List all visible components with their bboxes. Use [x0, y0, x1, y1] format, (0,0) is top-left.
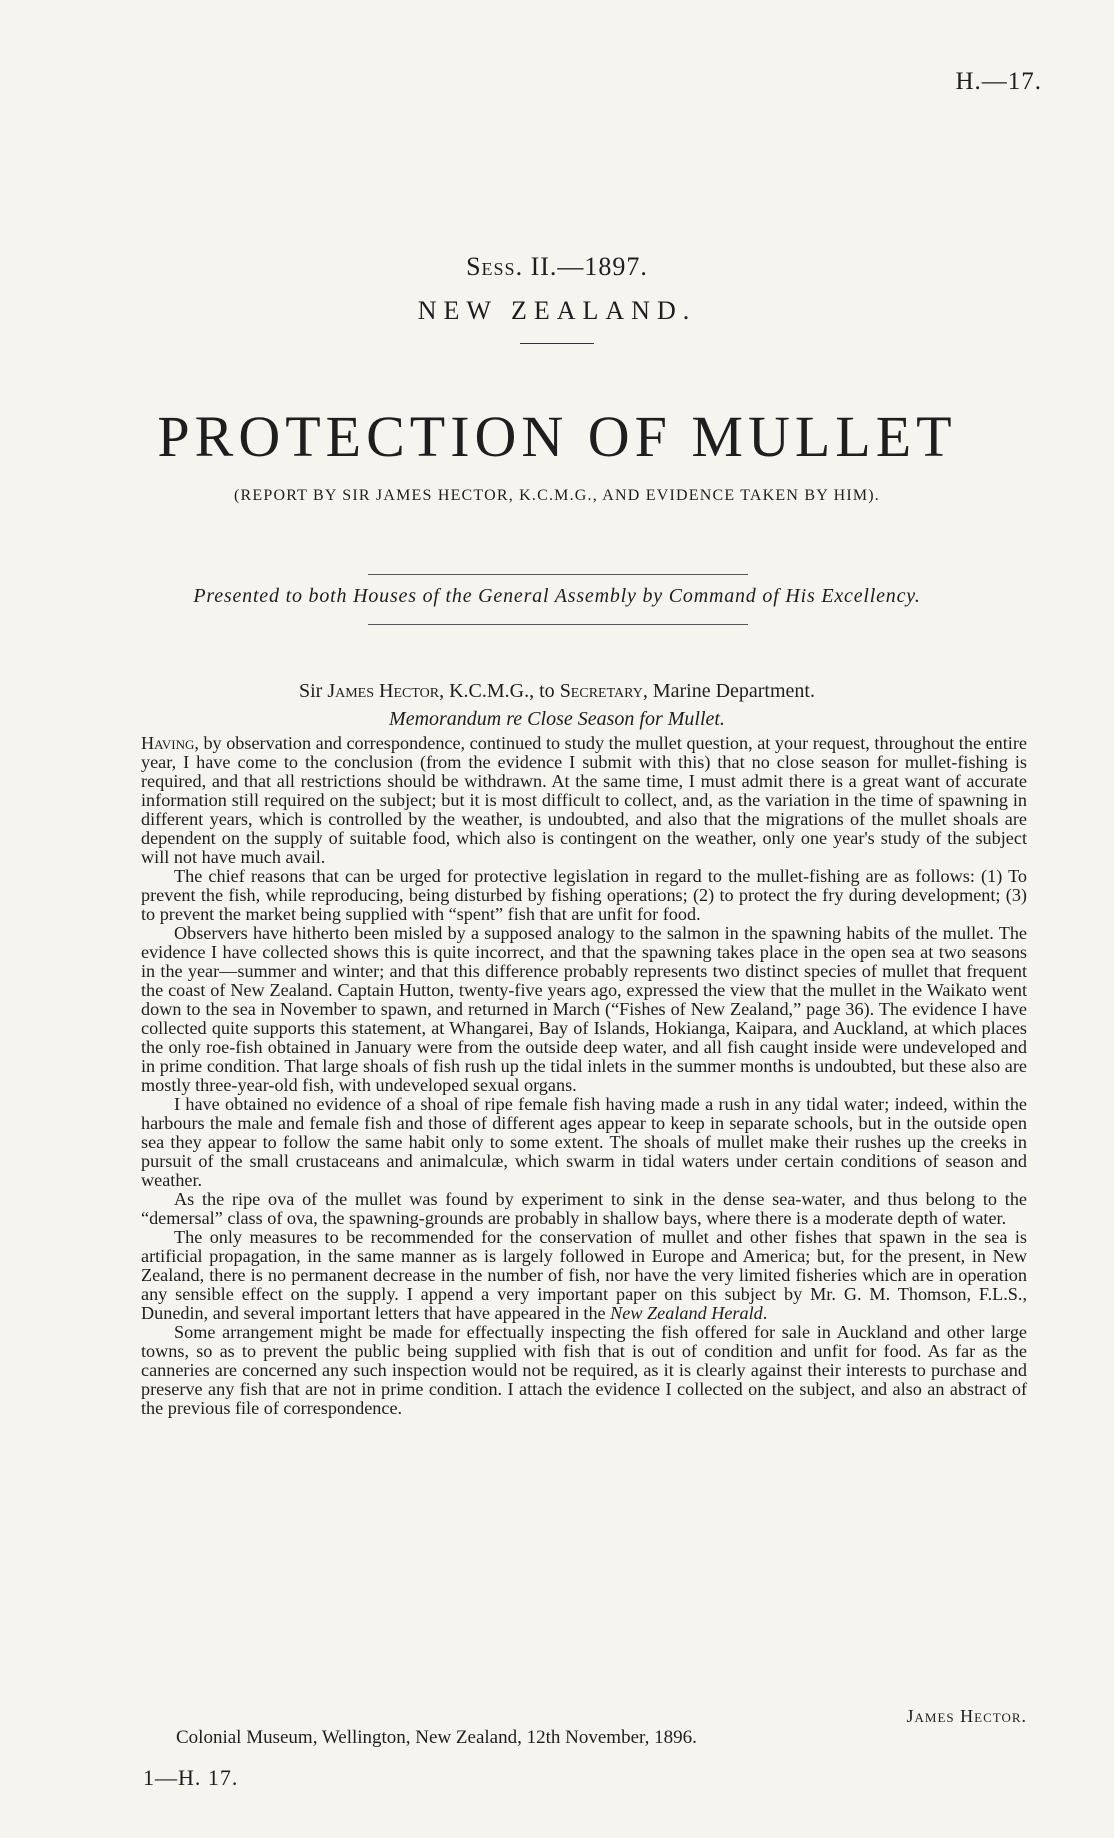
short-rule: [520, 343, 594, 344]
paragraph-2: The chief reasons that can be urged for protective legislation in regard to the mullet-fishing are as follows: (1) To prevent the fish, while reproducing, being disturbed by fishing operations; (2) to protect the fry during development; (3) to prevent the market being supplied with “spent” fish that are unfit for food.: [141, 866, 1027, 924]
paper-reference: H.—17.: [955, 68, 1042, 95]
paragraph-6-text: The only measures to be recommended for the conservation of mullet and other fishes that spawn in the sea is artificial propagation, in the same manner as is largely followed in Europe and America; but, for the present, in New Zealand, there is no permanent decrease in the number of fish, nor have the very limited fisheries which are in operation any sensible effect on the supply. I append a very important paper on this subject by Mr. G. M. Thomson, F.L.S., Dunedin, and several important letters that have appeared in the: [141, 1227, 1027, 1323]
paragraph-6-end: .: [762, 1303, 768, 1323]
paragraph-1: [141, 734, 1027, 867]
session-line: [0, 252, 1114, 282]
address-from-name: James Hector: [327, 680, 440, 702]
lead-word: Having: [141, 733, 195, 753]
document-subtitle: (REPORT BY SIR JAMES HECTOR, K.C.M.G., AND EVIDENCE TAKEN BY HIM).: [233, 487, 881, 504]
address-to-rest: , Marine Department.: [642, 680, 815, 702]
session-label: Sess.: [466, 252, 524, 281]
address-prefix: Sir: [299, 680, 328, 702]
paragraph-1-text: , by observation and correspondence, continued to study the mullet question, at your request, throughout the entire year, I have come to the conclusion (from the evidence I submit with this) that no close season for mullet-fishing is required, and that all restrictions should be withdrawn. At the same time, I must admit there is a great want of accurate information still required on the subject; but it is most difficult to collect, and, as the variation in the time of spawning in different years, which is controlled by the weather, is undoubted, and also that the migrations of the mullet shoals are dependent on the supply of suitable food, which also is contingent on the weather, only one year's study of the subject will not have much avail.: [141, 733, 1027, 867]
paragraph-4: I have obtained no evidence of a shoal of ripe female fish having made a rush in any tidal water; indeed, within the harbours the male and female fish and those of different ages appear to keep in separate schools, but in the outside open sea they appear to follow the same habit only to some extent. The shoals of mullet make their rushes up the creeks in pursuit of the small crustaceans and animalculæ, which swarm in tidal waters under certain conditions of season and weather.: [141, 1094, 1027, 1190]
address-to-name: Secretary: [559, 680, 643, 702]
paragraph-3: Observers have hitherto been misled by a supposed analogy to the salmon in the spawning habits of the mullet. The evidence I have collected shows this is quite incorrect, and that the spawning takes place in the open sea at two seasons in the year—summer and winter; and that this difference probably represents two distinct species of mullet that frequent the coast of New Zealand. Captain Hutton, twenty-five years ago, expressed the view that the mullet in the Waikato went down to the sea in November to spawn, and returned in March (“Fishes of New Zealand,” page 36). The evidence I have collected quite supports this statement, at Whangarei, Bay of Islands, Hokianga, Kaipara, and Auckland, at which places the only roe-fish obtained in January were from the outside deep water, and all fish caught inside were undeveloped and in prime condition. That large shoals of fish rush up the tidal inlets in the summer months is undoubted, but these also are mostly three-year-old fish, with undeveloped sexual organs.: [141, 923, 1027, 1095]
country-heading: NEW ZEALAND.: [417, 296, 697, 325]
newspaper-title: New Zealand Herald: [610, 1303, 763, 1323]
session-number: II.—1897.: [523, 252, 648, 281]
rule-below-presented: [368, 624, 748, 625]
paragraph-7: Some arrangement might be made for effectually inspecting the fish offered for sale in Auckland and other large towns, so as to prevent the public being supplied with fish that is out of condition and unfit for food. As far as the canneries are concerned any such inspection would not be required, as it is clearly against their interests to purchase and preserve any fish that are not in prime condition. I attach the evidence I collected on the subject, and also an abstract of the previous file of correspondence.: [141, 1322, 1027, 1418]
memorandum-body: [141, 734, 1027, 1418]
memorandum-heading: Memorandum re Close Season for Mullet.: [389, 708, 725, 730]
address-from-rest: , K.C.M.G., to: [439, 680, 560, 702]
rule-above-presented: [368, 574, 748, 575]
address-line: [0, 680, 1114, 703]
folio-mark: 1—H. 17.: [143, 1765, 239, 1790]
paragraph-6: [141, 1228, 1027, 1323]
document-title: PROTECTION OF MULLET: [157, 404, 957, 469]
presented-line: Presented to both Houses of the General Assembly by Command of His Excellency.: [193, 585, 921, 607]
paragraph-5: As the ripe ova of the mullet was found by experiment to sink in the dense sea-water, and thus belong to the “demersal” class of ova, the spawning-grounds are probably in shallow bays, where there is a moderate depth of water.: [141, 1189, 1027, 1228]
place-and-date: Colonial Museum, Wellington, New Zealand, 12th November, 1896.: [176, 1727, 697, 1748]
signature: James Hector.: [906, 1706, 1027, 1726]
